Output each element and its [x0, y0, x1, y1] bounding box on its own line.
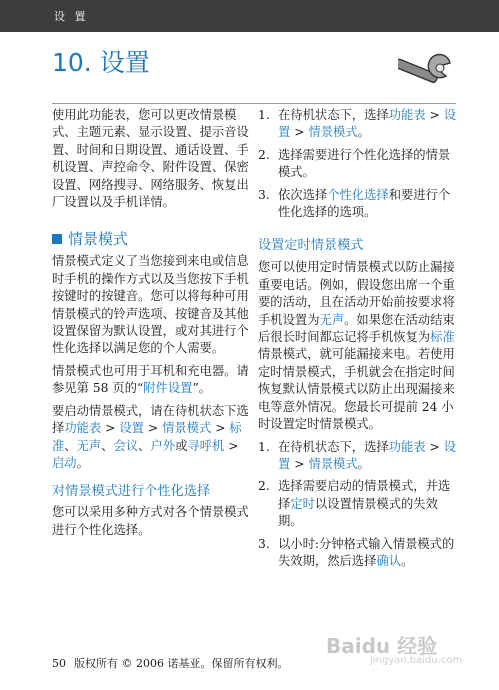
timed-steps	[258, 439, 458, 571]
link-meeting[interactable]: 会议	[113, 438, 139, 453]
text: 以设置情景模式的失效期。	[278, 496, 438, 529]
link-outdoor[interactable]: 户外	[150, 438, 176, 453]
right-column	[258, 107, 458, 575]
separator: 或	[175, 438, 188, 453]
link-activate[interactable]: 启动	[52, 455, 77, 470]
text: 。	[76, 455, 89, 470]
personalize-paragraph: 您可以采用多种方式对各个情景模式进行个性化选择。	[52, 505, 249, 537]
watermark-url: jingyan.baidu.com	[370, 655, 463, 666]
list-item	[258, 478, 458, 530]
profiles-paragraph-1: 情景模式定义了当您接到来电或信息时手机的操作方式以及当您按下手机按键时的按键音。您可以将每种可用情景模式的铃声选项、按键音及其他设置保留为默认设置，或对其进行个性化选择以满足您的个人需要。	[52, 254, 249, 356]
profiles-paragraph-3	[52, 403, 252, 473]
wrench-icon	[398, 52, 452, 92]
list-item	[258, 536, 458, 571]
footer	[52, 655, 288, 671]
text: ”。	[192, 381, 212, 396]
separator: >	[211, 421, 230, 436]
timed-heading: 设置定时情景模式	[258, 238, 364, 254]
step-number: 2.	[258, 479, 270, 494]
link-profiles[interactable]: 情景模式	[162, 421, 212, 436]
step-number: 3.	[258, 187, 270, 202]
copyright-text: 版权所有 © 2006 诺基亚。保留所有权利。	[74, 657, 289, 670]
separator: 、	[101, 438, 114, 453]
personalize-heading: 对情景模式进行个性化选择	[52, 484, 211, 500]
link-silent[interactable]: 无声	[76, 438, 102, 453]
text: 选择需要启动的情景模式，并选择	[278, 479, 451, 511]
text: 在待机状态下，选择	[278, 439, 389, 454]
link-settings[interactable]: 设置	[278, 439, 457, 471]
text: 在待机状态下，选择	[278, 108, 389, 122]
timed-paragraph	[258, 259, 458, 433]
text: 以小时:分钟格式输入情景模式的失效期，然后选择	[278, 536, 455, 568]
chapter-title: 10. 设置	[52, 48, 150, 77]
text: 和要进行个性化选择的选项。	[278, 187, 451, 220]
profiles-heading	[52, 229, 252, 249]
link-standard[interactable]: 标准	[430, 330, 455, 345]
step-number: 2.	[258, 147, 270, 162]
text: 。	[357, 125, 370, 140]
link-menu[interactable]: 功能表	[388, 439, 426, 454]
link-timed[interactable]: 定时	[290, 496, 315, 511]
text: 。	[357, 456, 370, 471]
heading-square-icon	[52, 234, 62, 244]
section-label: 设 置	[54, 10, 89, 23]
page-number: 50	[52, 657, 66, 670]
link-settings[interactable]: 设置	[119, 421, 144, 436]
separator: >	[425, 108, 444, 122]
text: 选择需要进行个性化选择的情景模式。	[278, 147, 451, 180]
link-confirm[interactable]: 确认	[376, 553, 401, 568]
link-standard[interactable]: 标准	[52, 421, 242, 453]
link-settings[interactable]: 设置	[278, 108, 457, 140]
separator: 、	[138, 438, 151, 453]
separator: >	[290, 125, 309, 140]
link-accessory-settings[interactable]: 附件设置	[143, 381, 193, 396]
watermark-logo: Baidu 经验	[326, 634, 438, 658]
link-personalize[interactable]: 个性化选择	[327, 187, 389, 202]
text: 。	[401, 553, 414, 568]
link-menu[interactable]: 功能表	[388, 108, 426, 122]
text: 您可以使用定时情景模式以防止漏接重要电话。例如，假设您出席一个重要的活动，且在活动开始前按要求将手机设置为	[258, 260, 455, 327]
step-number: 3.	[258, 536, 270, 551]
link-profiles[interactable]: 情景模式	[308, 125, 358, 140]
text: 情景模式也可用于耳机和充电器。请参见第 58 页的“	[52, 363, 249, 396]
title-divider	[52, 103, 456, 104]
list-item	[258, 439, 458, 474]
list-item	[258, 187, 458, 222]
left-column	[52, 107, 252, 544]
list-item	[258, 107, 458, 142]
separator: >	[425, 439, 444, 454]
profiles-paragraph-2	[52, 363, 252, 398]
header-bar	[0, 0, 499, 32]
list-item	[258, 147, 458, 182]
text: 要启动情景模式，请在待机状态下选择	[52, 403, 249, 436]
text: 。如果您在活动结束后很长时间都忘记将手机恢复为	[258, 312, 455, 345]
profiles-heading-text: 情景模式	[68, 230, 129, 249]
text: 依次选择	[278, 187, 328, 202]
separator: 、	[64, 438, 77, 453]
separator: >	[224, 438, 239, 453]
text: 情景模式，就可能漏接来电。若使用定时情景模式，手机就会在指定时间恢复默认情景模式以防止出现漏接来电等意外情况。您最长可提前 24 小时设置定时情景模式。	[258, 347, 455, 432]
step-number: 1.	[258, 108, 270, 122]
intro-paragraph: 使用此功能表，您可以更改情景模式、主题元素、显示设置、提示音设置、时间和日期设置、通话设置、手机设置、声控命令、附件设置、保密设置、网络搜寻、网络服务、恢复出厂设置以及手机详情。	[52, 108, 249, 210]
separator: >	[143, 421, 163, 436]
separator: >	[101, 421, 120, 436]
personalize-steps	[258, 107, 458, 221]
link-silent[interactable]: 无声	[319, 312, 345, 327]
link-menu[interactable]: 功能表	[64, 421, 102, 436]
step-number: 1.	[258, 439, 270, 454]
link-pager[interactable]: 寻呼机	[187, 438, 225, 453]
link-profiles[interactable]: 情景模式	[308, 456, 358, 471]
separator: >	[290, 456, 309, 471]
